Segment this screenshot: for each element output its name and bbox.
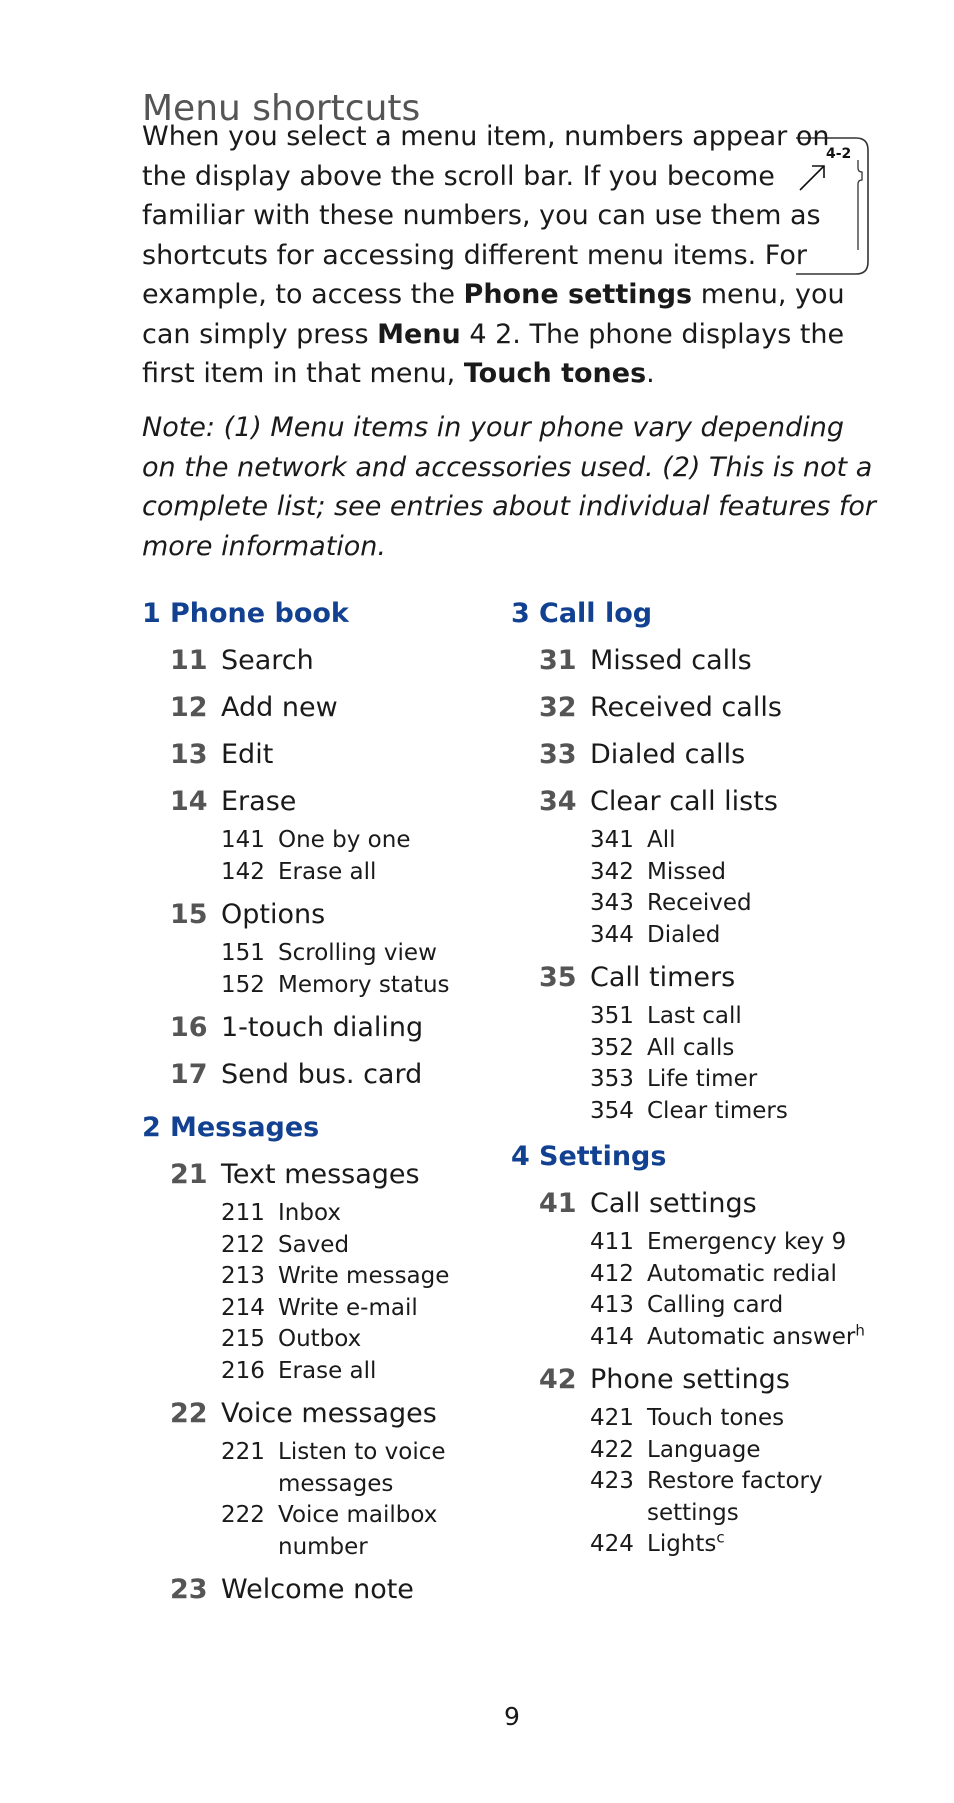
section-number: 4: [511, 1141, 530, 1172]
submenu-label: Write e-mail: [278, 1294, 418, 1321]
submenu-item: [590, 1033, 871, 1065]
intro-paragraph: When you select a menu item, numbers appear on the display above the scroll bar. If you become familiar with these numbers, you can use them as shortcuts for accessing different menu items. For example, to access the Phone settings menu, you can simply press Menu 4 2. The phone displays the first item in that menu, Touch tones.: [142, 121, 845, 389]
menu-item-heading: [539, 637, 871, 684]
submenu-item: [590, 888, 871, 920]
menu-item: [539, 778, 871, 951]
menu-item-label: Clear call lists: [590, 786, 778, 817]
submenu-item: [590, 920, 871, 952]
submenu-number: 222: [221, 1502, 265, 1528]
submenu-item: [221, 1261, 502, 1293]
menu-item-label: Add new: [221, 692, 338, 723]
menu-section: [511, 590, 871, 1127]
submenu-number: 342: [590, 858, 634, 885]
submenu-label: Scrolling view: [278, 940, 437, 966]
menu-column-left: [142, 590, 502, 1619]
scroll-bar-number-label: 4-2: [826, 146, 852, 162]
submenu-item: [221, 938, 502, 970]
menu-item: [170, 1566, 502, 1613]
submenu-number: 216: [221, 1357, 265, 1384]
section-heading: [511, 590, 871, 637]
submenu-label: Erase all: [278, 1357, 377, 1384]
menu-item-heading: [170, 637, 502, 684]
submenu-number: 354: [590, 1097, 634, 1124]
menu-item-label: 1-touch dialing: [221, 1012, 424, 1043]
submenu-label: Touch tones: [647, 1405, 785, 1431]
submenu-label: Outbox: [278, 1326, 362, 1352]
menu-item-number: 22: [170, 1398, 208, 1429]
submenu-list: [221, 938, 502, 1001]
menu-item-heading: [539, 954, 871, 1001]
submenu-number: 221: [221, 1439, 265, 1465]
menu-item-label: Erase: [221, 786, 297, 817]
note-paragraph: Note: (1) Menu items in your phone vary depending on the network and accessories used. (2) This is not a complete list; see entries about individual features for more information.: [142, 412, 877, 562]
submenu-label: Voice mailbox number: [278, 1502, 438, 1560]
submenu-number: 411: [590, 1229, 634, 1255]
submenu-label: All: [647, 827, 676, 853]
submenu-number: 423: [590, 1468, 634, 1494]
menu-section: [511, 1133, 871, 1561]
submenu-label: Inbox: [278, 1200, 341, 1226]
submenu-number: 211: [221, 1200, 265, 1226]
submenu-item: [590, 1529, 871, 1561]
submenu-item: [590, 1466, 871, 1529]
submenu-number: 421: [590, 1405, 634, 1431]
menu-item-label: Options: [221, 899, 326, 930]
menu-item-number: 35: [539, 962, 577, 993]
menu-item-heading: [539, 684, 871, 731]
menu-item-label: Edit: [221, 739, 274, 770]
submenu-number: 343: [590, 890, 634, 916]
submenu-label: Memory status: [278, 971, 450, 998]
footnote-marker: h: [855, 1320, 865, 1339]
submenu-label: Language: [647, 1436, 761, 1463]
section-label: Call log: [539, 598, 653, 629]
submenu-item: [221, 825, 502, 857]
submenu-label: Missed: [647, 858, 726, 885]
submenu-item: [590, 1227, 871, 1259]
menu-item-heading: [170, 684, 502, 731]
section-heading: [511, 1133, 871, 1180]
submenu-number: 152: [221, 971, 265, 998]
menu-item-label: Phone settings: [590, 1364, 790, 1395]
submenu-item: [590, 1259, 871, 1291]
submenu-item: [590, 1064, 871, 1096]
menu-item: [170, 1151, 502, 1387]
menu-item-number: 31: [539, 645, 577, 676]
menu-section: [142, 590, 502, 1098]
submenu-list: [221, 1198, 502, 1387]
section-heading: [142, 1104, 502, 1151]
submenu-item: [221, 1230, 502, 1262]
submenu-label: One by one: [278, 827, 411, 853]
menu-item: [539, 1180, 871, 1353]
submenu-list: [590, 825, 871, 951]
submenu-label: Life timer: [647, 1066, 758, 1092]
submenu-label: Dialed: [647, 921, 721, 948]
submenu-label: Calling card: [647, 1292, 784, 1318]
menu-item-label: Send bus. card: [221, 1059, 423, 1090]
submenu-list: [590, 1227, 871, 1353]
menu-item-number: 32: [539, 692, 577, 723]
menu-item-number: 12: [170, 692, 208, 723]
submenu-number: 353: [590, 1066, 634, 1092]
submenu-number: 352: [590, 1034, 634, 1061]
menu-item-label: Text messages: [221, 1159, 420, 1190]
submenu-item: [221, 857, 502, 889]
submenu-item: [590, 1435, 871, 1467]
menu-item-heading: [539, 1356, 871, 1403]
menu-item-heading: [170, 1051, 502, 1098]
submenu-number: 351: [590, 1003, 634, 1029]
submenu-item: [221, 1500, 502, 1563]
submenu-label: Listen to voice messages: [278, 1439, 446, 1497]
submenu-label: Automatic redial: [647, 1260, 837, 1287]
submenu-item: [221, 1324, 502, 1356]
menu-item-number: 34: [539, 786, 577, 817]
submenu-label: Saved: [278, 1231, 350, 1258]
menu-section: [142, 1104, 502, 1613]
menu-item-heading: [539, 731, 871, 778]
section-number: 3: [511, 598, 530, 629]
submenu-number: 151: [221, 940, 265, 966]
section-number: 1: [142, 598, 161, 629]
menu-item: [539, 684, 871, 731]
menu-item-number: 33: [539, 739, 577, 770]
menu-item: [170, 1390, 502, 1563]
submenu-number: 212: [221, 1231, 265, 1258]
page-number: 9: [504, 1702, 520, 1731]
menu-item-label: Missed calls: [590, 645, 752, 676]
menu-item: [170, 731, 502, 778]
menu-item: [170, 684, 502, 731]
submenu-number: 215: [221, 1326, 265, 1352]
submenu-number: 213: [221, 1263, 265, 1289]
menu-item-number: 16: [170, 1012, 208, 1043]
submenu-list: [590, 1001, 871, 1127]
submenu-label: Last call: [647, 1003, 742, 1029]
submenu-item: [590, 1096, 871, 1128]
menu-item-label: Voice messages: [221, 1398, 437, 1429]
submenu-number: 414: [590, 1323, 634, 1350]
submenu-list: [221, 1437, 502, 1563]
section-label: Settings: [539, 1141, 667, 1172]
submenu-item: [590, 1001, 871, 1033]
submenu-item: [590, 825, 871, 857]
submenu-label: Write message: [278, 1263, 450, 1289]
submenu-label: Emergency key 9: [647, 1229, 847, 1255]
menu-item-label: Welcome note: [221, 1574, 414, 1605]
submenu-label: Erase all: [278, 858, 377, 885]
submenu-item: [221, 1437, 502, 1500]
menu-item: [539, 731, 871, 778]
submenu-number: 141: [221, 827, 265, 853]
submenu-number: 214: [221, 1294, 265, 1321]
menu-item: [170, 1051, 502, 1098]
menu-item-heading: [170, 731, 502, 778]
menu-item-label: Call settings: [590, 1188, 757, 1219]
submenu-number: 412: [590, 1260, 634, 1287]
menu-item-number: 17: [170, 1059, 208, 1090]
menu-item-label: Dialed calls: [590, 739, 746, 770]
menu-item-number: 42: [539, 1364, 577, 1395]
section-number: 2: [142, 1112, 161, 1143]
section-heading: [142, 590, 502, 637]
menu-item-number: 21: [170, 1159, 208, 1190]
menu-column-right: [511, 590, 871, 1567]
submenu-label: Received: [647, 890, 752, 916]
menu-item: [170, 637, 502, 684]
submenu-label: All calls: [647, 1034, 735, 1061]
submenu-label: Restore factory settings: [647, 1468, 823, 1526]
menu-item-number: 15: [170, 899, 208, 930]
menu-item: [170, 778, 502, 888]
page-title: Menu shortcuts: [142, 88, 421, 130]
submenu-label: Lights$^c$: [647, 1528, 725, 1557]
menu-item: [170, 1004, 502, 1051]
menu-item-heading: [539, 778, 871, 825]
submenu-number: 424: [590, 1531, 634, 1557]
section-label: Messages: [170, 1112, 320, 1143]
menu-item-heading: [170, 778, 502, 825]
menu-item-heading: [170, 1566, 502, 1613]
submenu-item: [590, 857, 871, 889]
submenu-number: 142: [221, 858, 265, 885]
submenu-item: [221, 1293, 502, 1325]
menu-item: [539, 637, 871, 684]
submenu-label: Automatic answer$^h$: [647, 1320, 865, 1350]
menu-item-number: 13: [170, 739, 208, 770]
menu-item-label: Call timers: [590, 962, 736, 993]
menu-item-number: 11: [170, 645, 208, 676]
menu-item-heading: [170, 891, 502, 938]
submenu-item: [590, 1290, 871, 1322]
submenu-item: [221, 970, 502, 1002]
submenu-number: 413: [590, 1292, 634, 1318]
menu-item-heading: [539, 1180, 871, 1227]
footnote-marker: c: [716, 1528, 725, 1547]
submenu-number: 422: [590, 1436, 634, 1463]
submenu-number: 341: [590, 827, 634, 853]
submenu-item: [590, 1403, 871, 1435]
menu-item-number: 23: [170, 1574, 208, 1605]
menu-item: [539, 1356, 871, 1561]
submenu-list: [590, 1403, 871, 1561]
submenu-label: Clear timers: [647, 1097, 788, 1124]
menu-item-number: 41: [539, 1188, 577, 1219]
menu-item-heading: [170, 1004, 502, 1051]
menu-item-label: Search: [221, 645, 314, 676]
menu-item-heading: [170, 1390, 502, 1437]
menu-item: [539, 954, 871, 1127]
submenu-item: [590, 1322, 871, 1354]
submenu-number: 344: [590, 921, 634, 948]
submenu-list: [221, 825, 502, 888]
menu-item-label: Received calls: [590, 692, 782, 723]
menu-item-heading: [170, 1151, 502, 1198]
menu-item-number: 14: [170, 786, 208, 817]
submenu-item: [221, 1198, 502, 1230]
submenu-item: [221, 1356, 502, 1388]
menu-item: [170, 891, 502, 1001]
section-label: Phone book: [170, 598, 349, 629]
